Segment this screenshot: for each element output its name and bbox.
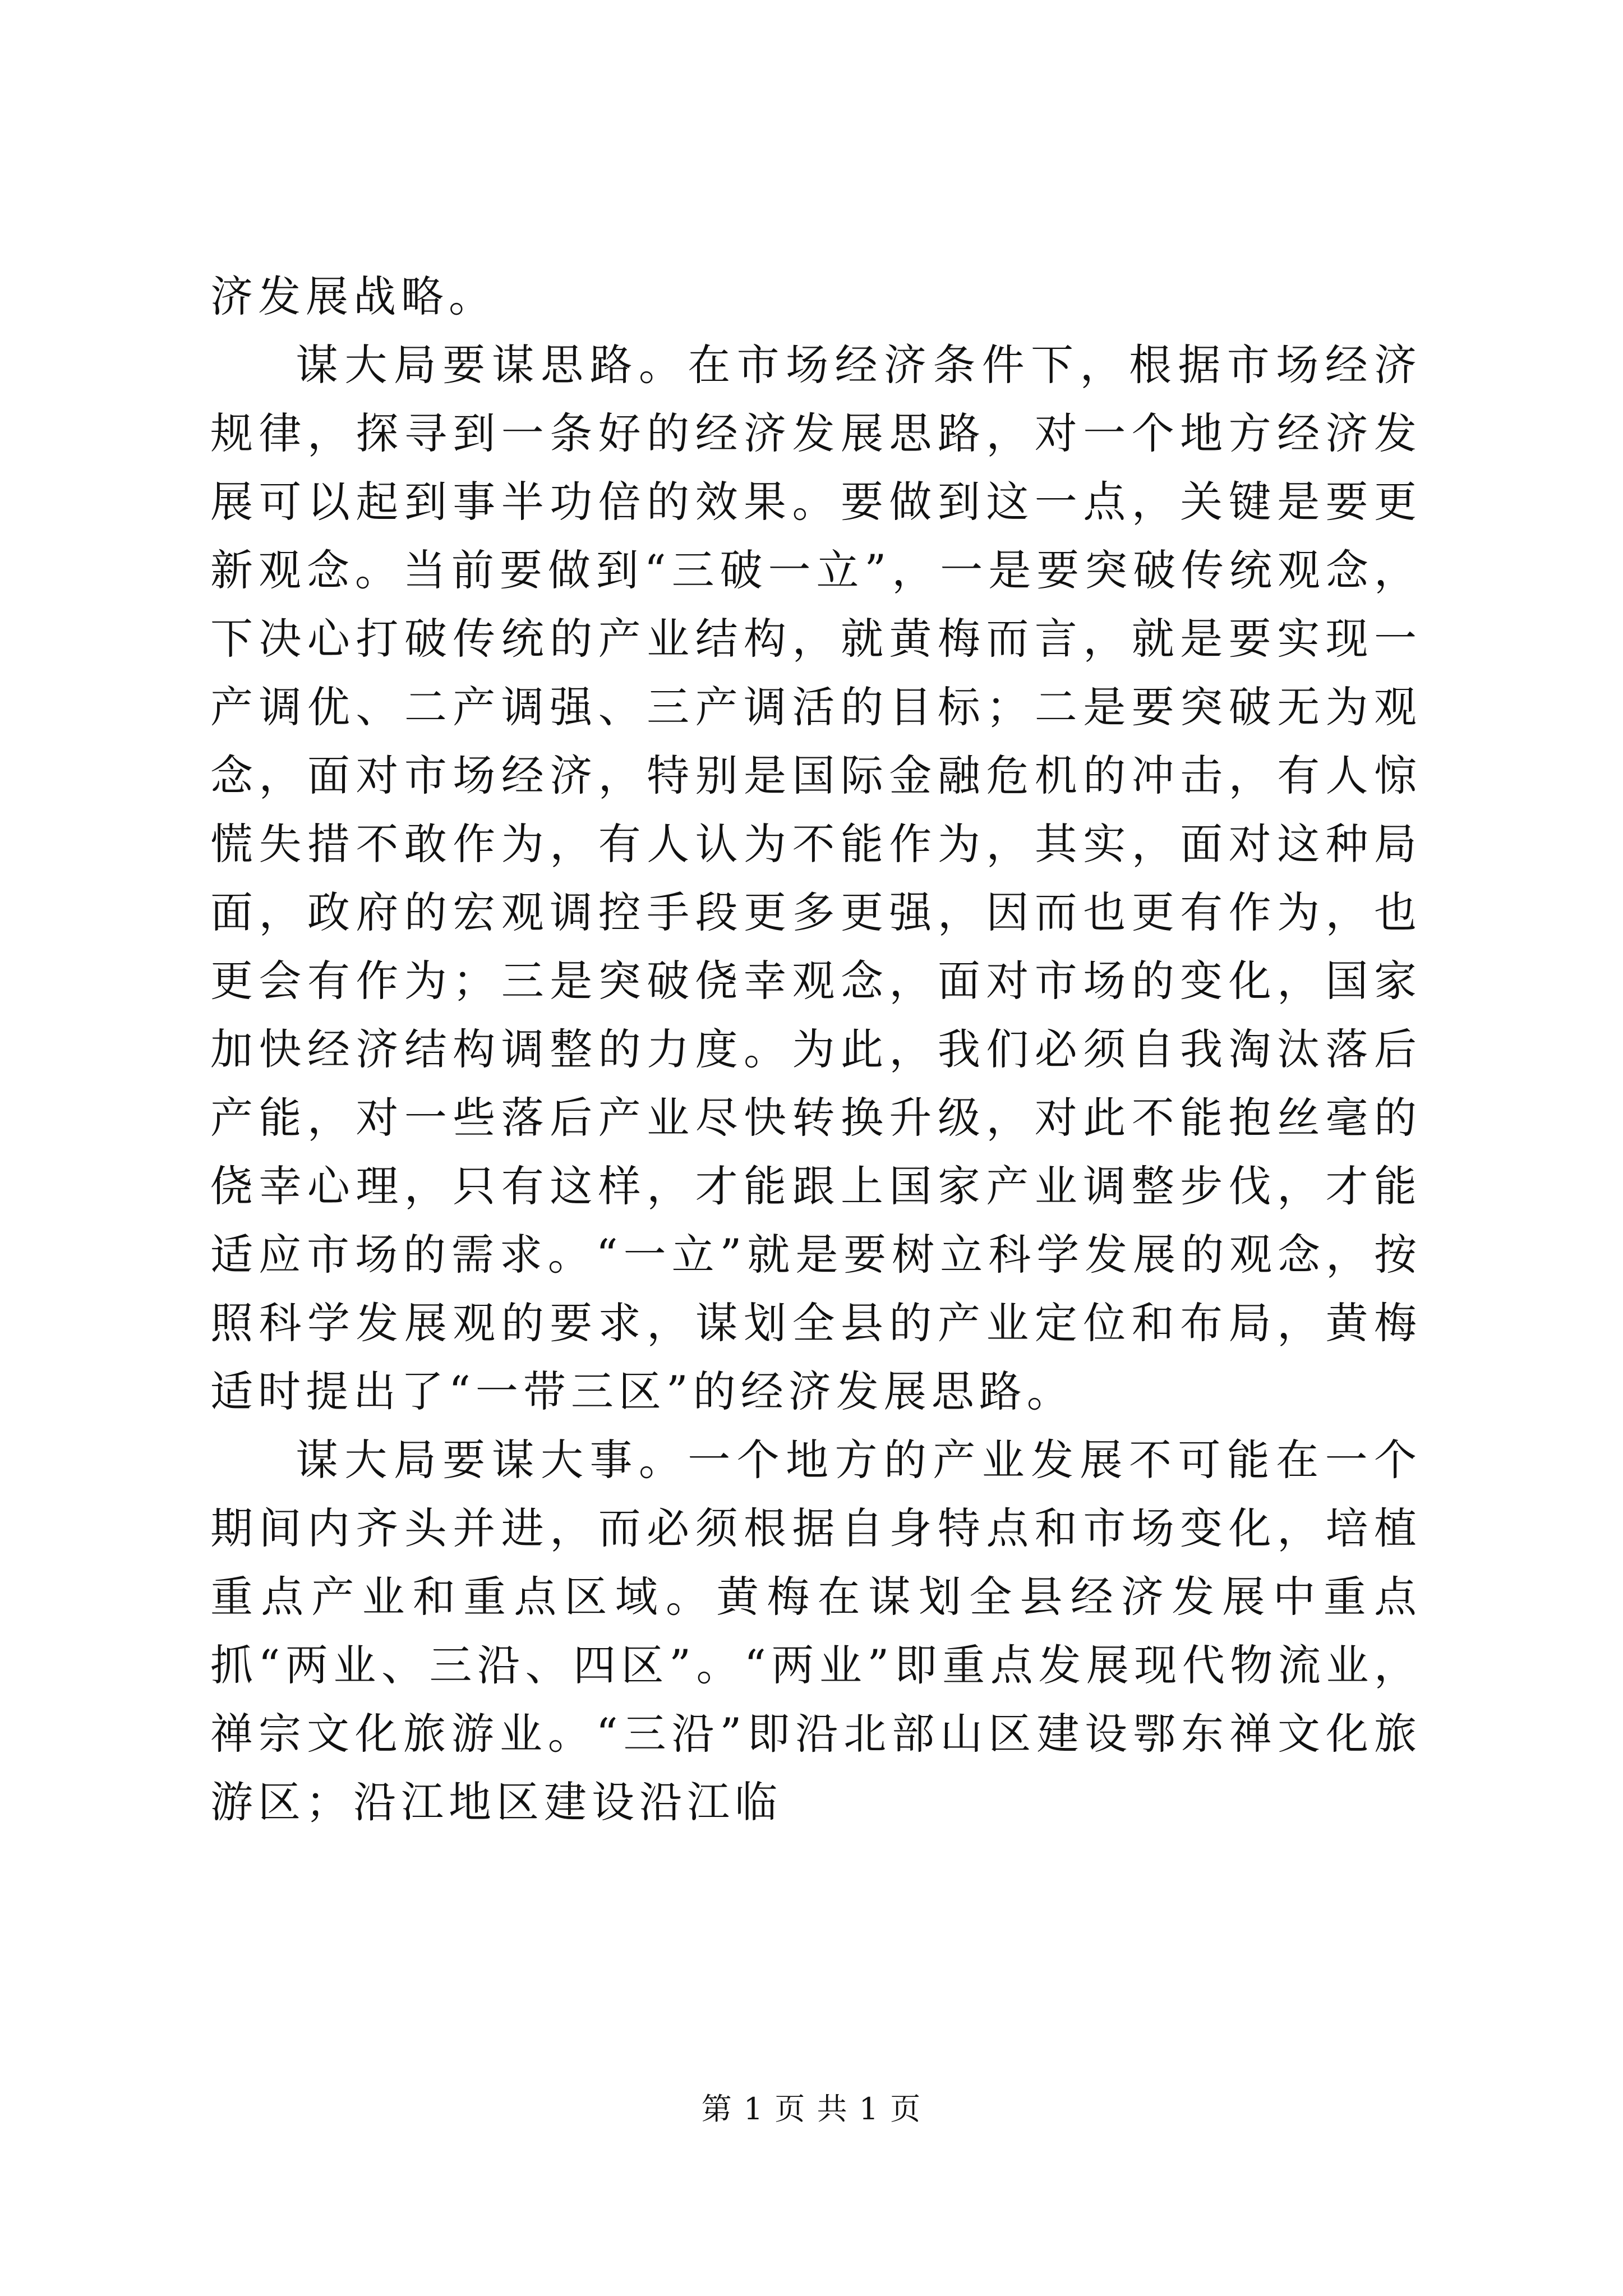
paragraph-2: 谋大局要谋思路。在市场经济条件下，根据市场经济规律，探寻到一条好的经济发展思路，对一个地方经济发展可以起到事半功倍的效果。要做到这一点，关键是要更新观念。当前要做到“三破一立”，一是要突破传统观念，下决心打破传统的产业结构，就黄梅而言，就是要实现一产调优、二产调强、三产调活的目标；二是要突破无为观念，面对市场经济，特别是国际金融危机的冲击，有人惊慌失措不敢作为，有人认为不能作为，其实，面对这种局面，政府的宏观调控手段更多更强，因而也更有作为，也更会有作为；三是突破侥幸观念，面对市场的变化，国家加快经济结构调整的力度。为此，我们必须自我淘汰落后产能，对一些落后产业尽快转换升级，对此不能抱丝毫的侥幸心理，只有这样，才能跟上国家产业调整步伐，才能适应市场的需求。“一立”就是要树立科学发展的观念，按照科学发展观的要求，谋划全县的产业定位和布局，黄梅适时提出了“一带三区”的经济发展思路。 xyxy=(210,340,1422,1416)
paragraph-1: 济发展战略。 xyxy=(210,272,496,321)
paragraph-3: 谋大局要谋大事。一个地方的产业发展不可能在一个期间内齐头并进，而必须根据自身特点和市场变化，培植重点产业和重点区域。黄梅在谋划全县经济发展中重点抓“两业、三沿、四区”。“两业”即重点发展现代物流业，禅宗文化旅游业。“三沿”即沿北部山区建设鄂东禅文化旅游区；沿江地区建设沿江临 xyxy=(210,1435,1422,1827)
document-body xyxy=(210,263,1422,1837)
page-footer: 第 1 页 共 1 页 xyxy=(701,2091,922,2127)
